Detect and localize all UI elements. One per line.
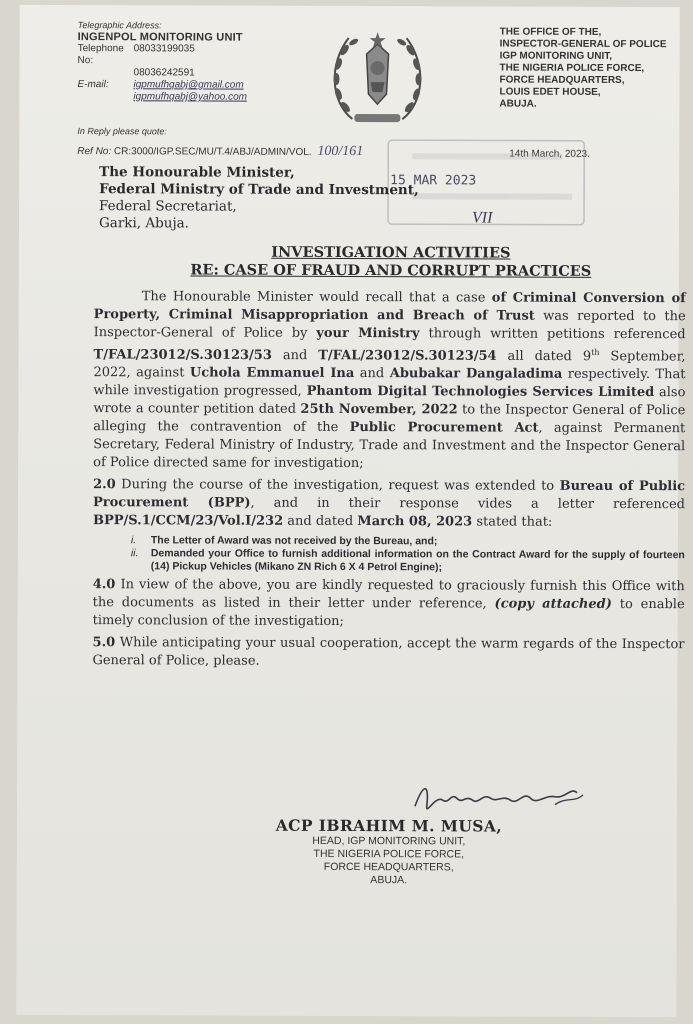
telegraphic-label: Telegraphic Address: bbox=[77, 20, 162, 31]
letter-title bbox=[131, 243, 651, 281]
office-line: THE NIGERIA POLICE FORCE, bbox=[499, 62, 645, 75]
office-line: THE OFFICE OF THE, bbox=[499, 26, 602, 38]
title-line-1: INVESTIGATION ACTIVITIES bbox=[271, 243, 511, 262]
email-label: E-mail: bbox=[77, 79, 109, 91]
addressee-line: Federal Secretariat, bbox=[99, 198, 237, 215]
handwritten-ref: 100/161 bbox=[317, 143, 364, 160]
office-line: LOUIS EDET HOUSE, bbox=[499, 86, 601, 98]
signatory-line: ABUJA. bbox=[370, 874, 408, 887]
signatory-line: FORCE HEADQUARTERS, bbox=[323, 860, 454, 874]
email-row-2 bbox=[77, 91, 317, 104]
office-line: IGP MONITORING UNIT, bbox=[499, 50, 613, 62]
signatory-title: HEAD, IGP MONITORING UNIT, bbox=[312, 834, 466, 848]
paragraph-4: 4.0 In view of the above, you are kindly requested to graciously furnish this Office with the documents as listed in their letter under reference, (copy attached) to enable timely conclusion of the investigation; bbox=[92, 577, 685, 630]
addressee-line: Federal Ministry of Trade and Investment, bbox=[99, 181, 419, 199]
office-line: FORCE HEADQUARTERS, bbox=[499, 74, 625, 86]
telephone-label: Telephone No: bbox=[77, 43, 124, 67]
telephone-2: 08036242591 bbox=[133, 67, 195, 79]
police-crest-logo bbox=[322, 24, 432, 136]
addressee-line: Garki, Abuja. bbox=[98, 215, 190, 232]
stamp-mark: VII bbox=[471, 209, 493, 227]
telephone-row-2 bbox=[78, 67, 318, 80]
letterhead-left bbox=[77, 19, 317, 104]
signatory-name: ACP IBRAHIM M. MUSA, bbox=[275, 815, 503, 836]
title-line-2: RE: CASE OF FRAUD AND CORRUPT PRACTICES bbox=[190, 261, 592, 280]
letterhead-right bbox=[499, 27, 693, 112]
email-2[interactable]: igpmufhqabj@yahoo.com bbox=[133, 91, 248, 103]
paragraph-1: The Honourable Minister would recall that a case of Criminal Conversion of Property, Criminal Misappropriation and Breach of Trust was reported to the Inspector-General of Police by your Ministry through written petitions referenced T/FAL/23012/S.30123/53 and T/FAL/23012/S.30123/54 all dated 9th September, 2022, against Uchola Emmanuel Ina and Abubakar Dangaladima respectively. That while investigation progressed, Phantom Digital Technologies Services Limited also wrote a counter petition dated 25th November, 2022 to the Inspector General of Police alleging the contravention of the Public Procurement Act, against Permanent Secretary, Federal Ministry of Industry, Trade and Investment and the Inspector General of Police directed same for investigation; bbox=[93, 289, 686, 472]
letter-date: 14th March, 2023. bbox=[509, 148, 590, 160]
list-item: ii. Demanded your Office to furnish additional information on the Contract Award for the supply of fourteen (14) Pickup Vehicles (Mikano ZN Rich 6 X 4 Petrol Engine); bbox=[130, 547, 685, 574]
reference-number bbox=[77, 145, 363, 159]
addressee-line: The Honourable Minister, bbox=[99, 164, 295, 181]
signatory-line: THE NIGERIA POLICE FORCE, bbox=[313, 847, 465, 861]
ref-value: CR:3000/IGP.SEC/MU/T.4/ABJ/ADMIN/VOL. bbox=[113, 146, 312, 158]
bpp-findings-list bbox=[131, 535, 685, 576]
letter-page bbox=[16, 5, 686, 1017]
email-row bbox=[77, 79, 317, 92]
letter-body bbox=[92, 288, 685, 676]
paragraph-5: 5.0 While anticipating your usual cooperation, accept the warm regards of the Inspector General of Police, please. bbox=[92, 635, 685, 670]
ref-label: Ref No: bbox=[77, 146, 112, 158]
office-line: ABUJA. bbox=[499, 98, 537, 110]
email-1[interactable]: igpmufhqabj@gmail.com bbox=[133, 79, 244, 91]
telephone-1: 08033199035 bbox=[133, 43, 195, 55]
stamp-date: 15 MAR 2023 bbox=[390, 173, 477, 189]
list-item: i. The Letter of Award was not received by the Bureau, and; bbox=[130, 534, 438, 548]
paragraph-2: 2.0 During the course of the investigation, request was extended to Bureau of Public Procurement (BPP), and in their response vides a letter referenced BPP/S.1/CCM/23/Vol.I/232 and dated March 08, 2023 stated that: bbox=[92, 477, 686, 531]
addressee-block bbox=[99, 164, 419, 233]
reply-note: In Reply please quote: bbox=[77, 126, 167, 137]
telephone-row bbox=[78, 43, 318, 68]
office-line: INSPECTOR-GENERAL OF POLICE bbox=[499, 38, 667, 51]
unit-name: INGENPOL MONITORING UNIT bbox=[77, 31, 243, 44]
signature-block bbox=[239, 816, 539, 888]
